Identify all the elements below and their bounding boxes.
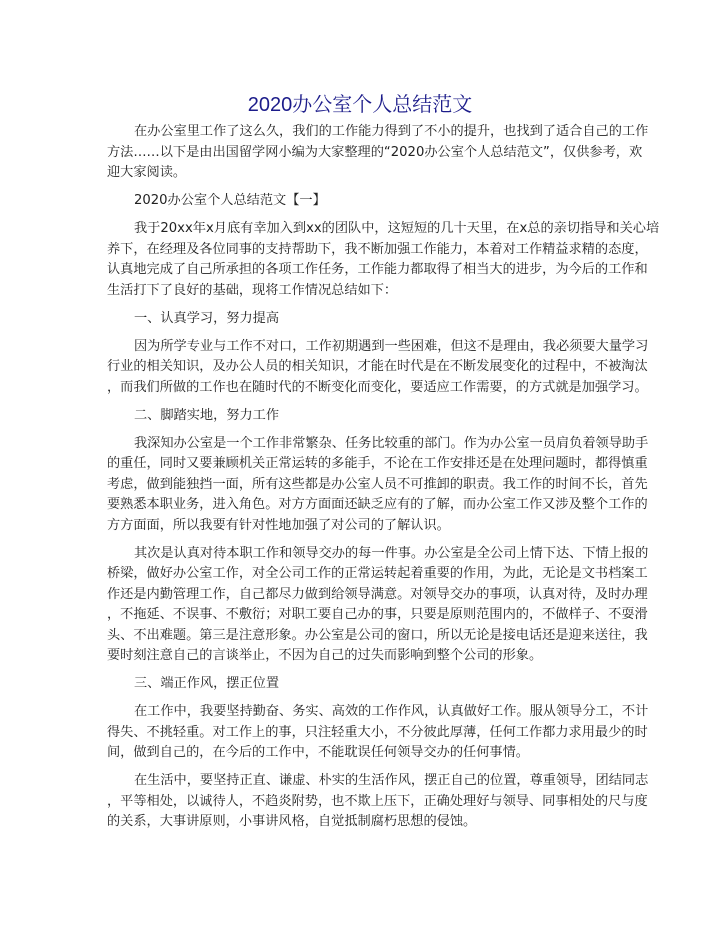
text-line: 2020办公室个人总结范文【一】 bbox=[134, 193, 326, 208]
section-heading bbox=[107, 309, 613, 330]
text-line: 一、认真学习，努力提高 bbox=[134, 310, 280, 326]
text-line: 行业的相关知识，及办公人员的相关知识，才能在时代是在不断发展变化的过程中，不被淘汰 bbox=[107, 359, 648, 374]
text-line: 考虑，做到能独挡一面，所有这些都是办公室人员不可推卸的职责。我工作的时间不长，首先 bbox=[107, 476, 648, 492]
section-heading bbox=[107, 406, 613, 427]
text-line: 方方面面，所以我要有针对性地加强了对公司的了解认识。 bbox=[107, 517, 450, 533]
text-line: ，不拖延、不误事、不敷衍；对职工要自己办的事，只要是原则范围内的，不做样子、不耍滑 bbox=[107, 607, 648, 622]
text-line: 因为所学专业与工作不对口，工作初期遇到一些困难，但这不是理由，我必须要大量学习 bbox=[134, 338, 649, 354]
text-line: ，平等相处，以诚待人，不趋炎附势，也不欺上压下，正确处理好与领导、同事相处的尺与度 bbox=[107, 793, 648, 809]
text-line: 认真地完成了自己所承担的各项工作任务，工作能力都取得了相当大的进步，为今后的工作和 bbox=[107, 262, 648, 277]
text-line: 桥梁，做好办公室工作，对全公司工作的正常运转起着重要的作用，为此，无论是文书档案工 bbox=[107, 566, 648, 581]
document-body bbox=[107, 122, 660, 840]
text-line: 头、不出难题。第三是注意形象。办公室是公司的窗口，所以无论是接电话还是迎来送往，我 bbox=[107, 627, 648, 643]
section-heading bbox=[107, 191, 613, 212]
text-line: 二、脚踏实地，努力工作 bbox=[134, 407, 280, 423]
text-line: 我于20xx年x月底有幸加入到xx的团队中，这短短的几十天里，在x总的亲切指导和关心培 bbox=[134, 221, 660, 236]
text-line: 的关系，大事讲原则，小事讲风格，自觉抵制腐朽思想的侵蚀。 bbox=[107, 814, 477, 829]
text-line: 生活打下了良好的基础，现将工作情况总结如下： bbox=[107, 282, 398, 298]
text-line: 在生活中，要坚持正直、谦虚、朴实的生活作风，摆正自己的位置，尊重领导，团结同志 bbox=[134, 773, 649, 788]
text-line: 间，做到自己的，在今后的工作中，不能耽误任何领导交办的任何事情。 bbox=[107, 745, 529, 760]
section-heading bbox=[107, 674, 613, 695]
text-line: 在办公室里工作了这么久，我们的工作能力得到了不小的提升，也找到了适合自己的工作 bbox=[134, 124, 649, 139]
paragraph bbox=[107, 702, 649, 764]
text-line: 在工作中，我要坚持勤奋、务实、高效的工作作风，认真做好工作。服从领导分工，不计 bbox=[134, 704, 649, 719]
text-line: 要熟悉本职业务，进入角色。对方方面面还缺乏应有的了解，而办公室工作又涉及整个工作的 bbox=[107, 497, 648, 512]
text-line: 其次是认真对待本职工作和领导交办的每一件事。办公室是全公司上情下达、下情上报的 bbox=[134, 545, 649, 561]
paragraph bbox=[107, 771, 649, 833]
paragraph bbox=[107, 219, 660, 301]
paragraph bbox=[107, 122, 649, 184]
paragraph bbox=[107, 434, 649, 537]
text-line: 迎大家阅读。 bbox=[107, 165, 187, 180]
text-line: 的重任，同时又要兼顾机关正常运转的多能手，不论在工作安排还是在处理问题时，都得慎重 bbox=[107, 456, 648, 471]
paragraph bbox=[107, 544, 649, 667]
paragraph bbox=[107, 337, 649, 399]
text-line: 得失、不挑轻重。对工作上的事，只注轻重大小，不分彼此厚薄，任何工作都力求用最少的时 bbox=[107, 724, 648, 740]
text-line: 方法……以下是由出国留学网小编为大家整理的“2020办公室个人总结范文”，仅供参考，欢 bbox=[107, 144, 643, 160]
document-title: 2020办公室个人总结范文 bbox=[247, 94, 473, 116]
text-line: ，而我们所做的工作也在随时代的不断变化而变化，要适应工作需要，的方式就是加强学习。 bbox=[107, 379, 648, 395]
text-line: 养下，在经理及各位同事的支持帮助下，我不断加强工作能力，本着对工作精益求精的态度， bbox=[107, 241, 648, 257]
text-line: 三、端正作风，摆正位置 bbox=[134, 676, 280, 691]
text-line: 作还是内勤管理工作，自己都尽力做到给领导满意。对领导交办的事项，认真对待，及时办理 bbox=[107, 586, 648, 602]
text-line: 我深知办公室是一个工作非常繁杂、任务比较重的部门。作为办公室一员肩负着领导助手 bbox=[134, 435, 649, 451]
text-line: 要时刻注意自己的言谈举止，不因为自己的过失而影响到整个公司的形象。 bbox=[107, 648, 543, 663]
